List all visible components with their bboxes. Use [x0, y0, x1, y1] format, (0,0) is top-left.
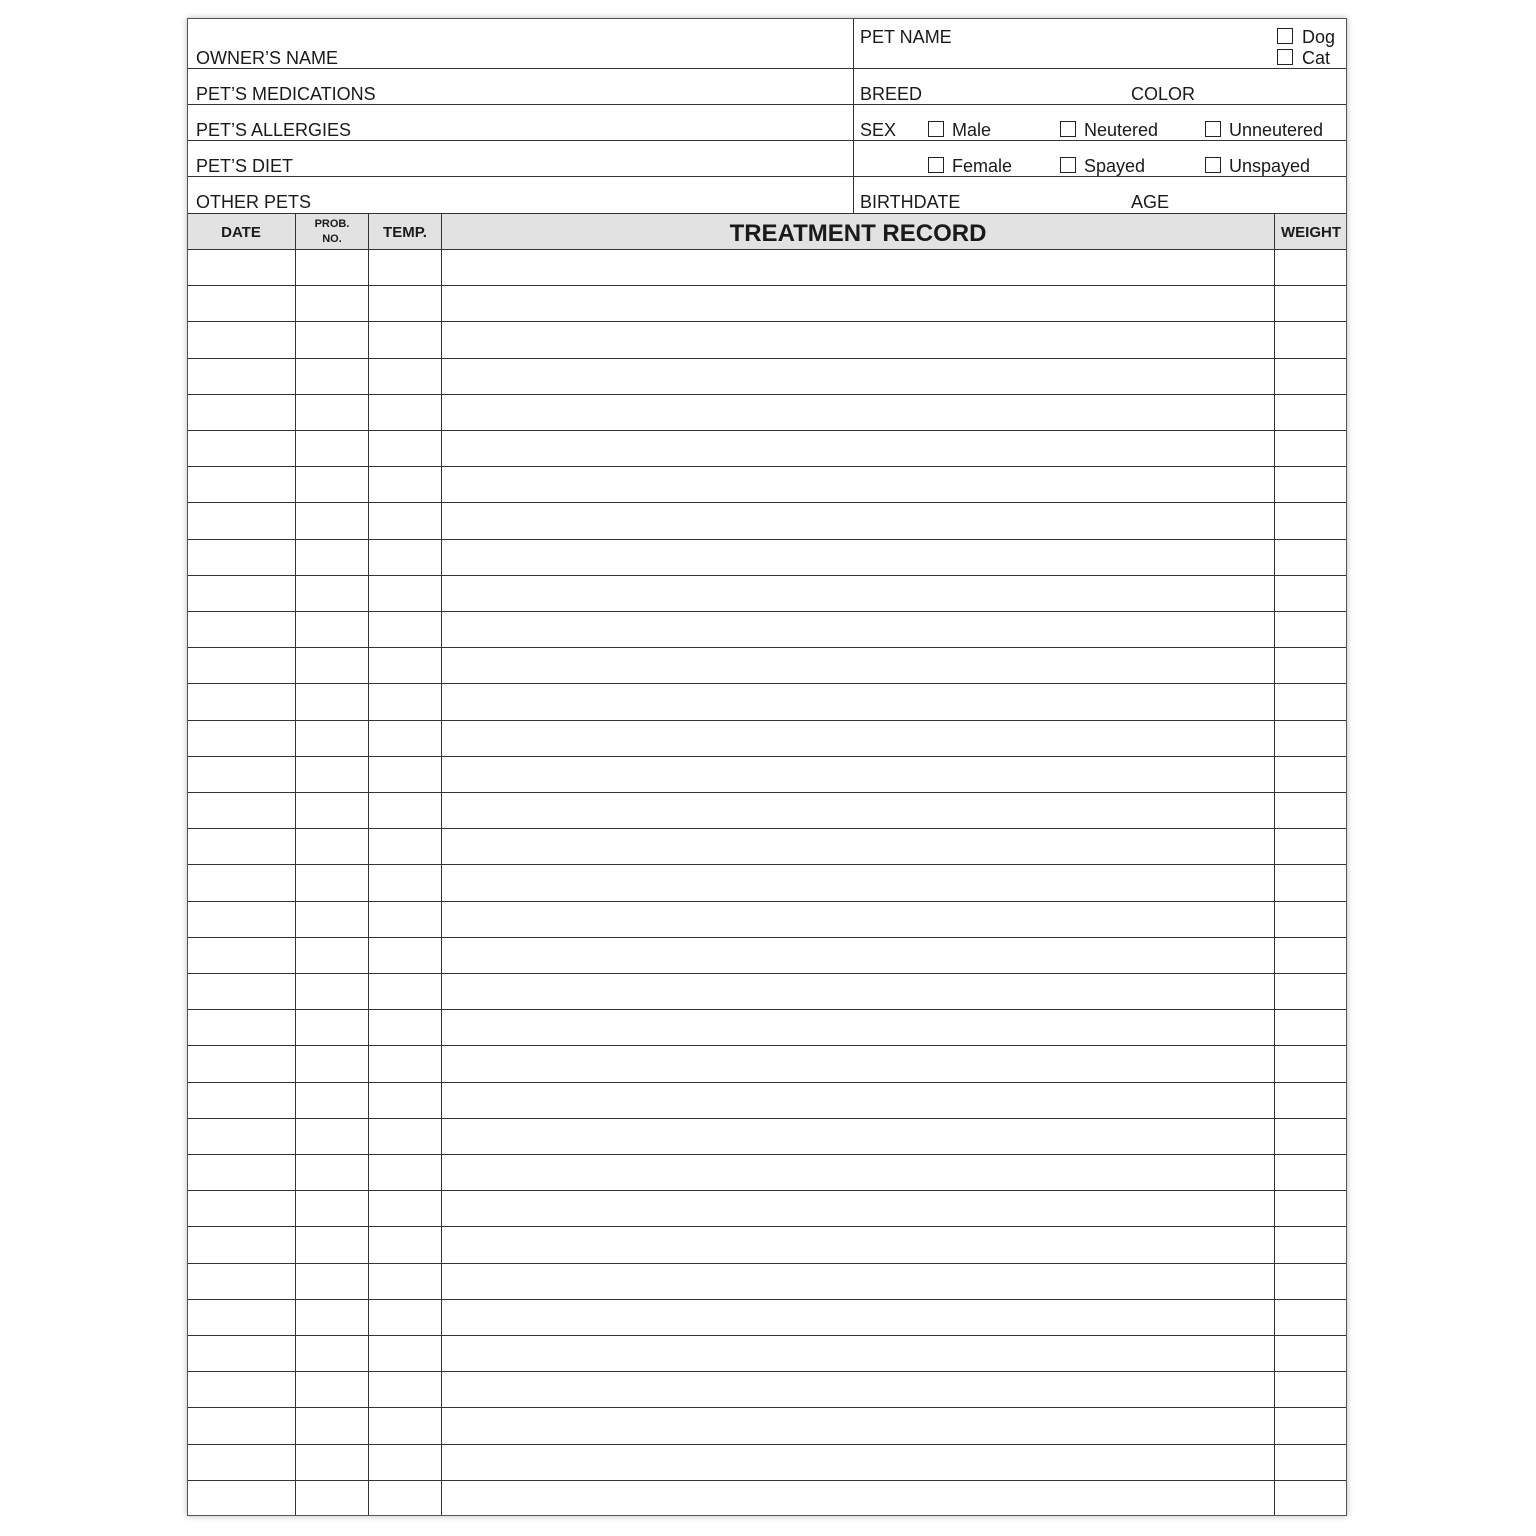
temp-cell[interactable]: [369, 1046, 440, 1080]
date-cell[interactable]: [188, 250, 294, 284]
date-cell[interactable]: [188, 322, 294, 356]
weight-cell[interactable]: [1275, 359, 1346, 393]
date-cell[interactable]: [188, 1264, 294, 1298]
weight-cell[interactable]: [1275, 395, 1346, 429]
prob-no-cell[interactable]: [296, 612, 367, 646]
weight-cell[interactable]: [1275, 1191, 1346, 1225]
pets-medications-label: PET’S MEDICATIONS: [196, 84, 376, 104]
prob-no-cell[interactable]: [296, 721, 367, 755]
other-pets-label: OTHER PETS: [196, 192, 312, 212]
pets-medications-field[interactable]: [387, 69, 847, 104]
treatment-cell[interactable]: [442, 395, 1273, 429]
treatment-cell[interactable]: [442, 974, 1273, 1008]
pets-diet-label: PET’S DIET: [196, 156, 294, 176]
temp-cell[interactable]: [369, 1010, 440, 1044]
weight-cell[interactable]: [1275, 1481, 1346, 1515]
temp-cell[interactable]: [369, 648, 440, 682]
treatment-cell[interactable]: [442, 1372, 1273, 1406]
weight-cell[interactable]: [1275, 467, 1346, 501]
prob-no-cell[interactable]: [296, 1300, 367, 1334]
other-pets-field[interactable]: [327, 177, 847, 212]
unneutered-label: Unneutered: [1229, 120, 1324, 140]
dog-label: Dog: [1302, 27, 1336, 47]
prob-no-cell[interactable]: [296, 1046, 367, 1080]
unspayed-checkbox[interactable]: [1205, 157, 1221, 173]
pet-name-label: PET NAME: [860, 27, 952, 47]
date-cell[interactable]: [188, 1227, 294, 1261]
temp-cell[interactable]: [369, 322, 440, 356]
weight-cell[interactable]: [1275, 540, 1346, 574]
treatment-cell[interactable]: [442, 1155, 1273, 1189]
weight-cell[interactable]: [1275, 1445, 1346, 1479]
date-cell[interactable]: [188, 684, 294, 718]
temp-cell[interactable]: [369, 359, 440, 393]
prob-no-cell[interactable]: [296, 322, 367, 356]
weight-cell[interactable]: [1275, 793, 1346, 827]
male-label: Male: [952, 120, 992, 140]
prob-no-cell[interactable]: [296, 793, 367, 827]
temp-cell[interactable]: [369, 938, 440, 972]
temp-cell[interactable]: [369, 540, 440, 574]
prob-no-cell[interactable]: [296, 902, 367, 936]
treatment-cell[interactable]: [442, 721, 1273, 755]
temp-cell[interactable]: [369, 721, 440, 755]
weight-cell[interactable]: [1275, 865, 1346, 899]
prob-no-cell[interactable]: [296, 1481, 367, 1515]
weight-cell[interactable]: [1275, 1010, 1346, 1044]
treatment-cell[interactable]: [442, 1191, 1273, 1225]
prob-no-cell[interactable]: [296, 431, 367, 465]
weight-header: WEIGHT: [1281, 224, 1341, 241]
date-cell[interactable]: [188, 286, 294, 320]
date-cell[interactable]: [188, 757, 294, 791]
weight-cell[interactable]: [1275, 1046, 1346, 1080]
weight-cell[interactable]: [1275, 612, 1346, 646]
treatment-cell[interactable]: [442, 793, 1273, 827]
weight-cell[interactable]: [1275, 648, 1346, 682]
temp-cell[interactable]: [369, 684, 440, 718]
weight-cell[interactable]: [1275, 1083, 1346, 1117]
pets-diet-field[interactable]: [307, 141, 847, 176]
date-cell[interactable]: [188, 1445, 294, 1479]
prob-header-line2: NO.: [322, 233, 342, 245]
temp-cell[interactable]: [369, 1445, 440, 1479]
cat-label: Cat: [1302, 48, 1331, 68]
date-cell[interactable]: [188, 1300, 294, 1334]
date-cell[interactable]: [188, 467, 294, 501]
weight-cell[interactable]: [1275, 902, 1346, 936]
date-cell[interactable]: [188, 1155, 294, 1189]
date-cell[interactable]: [188, 612, 294, 646]
treatment-cell[interactable]: [442, 648, 1273, 682]
date-cell[interactable]: [188, 503, 294, 537]
table-top-line: [187, 213, 1347, 214]
weight-cell[interactable]: [1275, 974, 1346, 1008]
weight-cell[interactable]: [1275, 1155, 1346, 1189]
birthdate-label: BIRTHDATE: [860, 192, 961, 212]
weight-cell[interactable]: [1275, 1372, 1346, 1406]
prob-no-cell[interactable]: [296, 576, 367, 610]
neutered-checkbox[interactable]: [1060, 121, 1076, 137]
date-cell[interactable]: [188, 1408, 294, 1442]
birthdate-field[interactable]: [967, 177, 1127, 212]
treatment-cell[interactable]: [442, 938, 1273, 972]
rule-line: [187, 68, 1347, 69]
weight-cell[interactable]: [1275, 250, 1346, 284]
temp-cell[interactable]: [369, 395, 440, 429]
treatment-cell[interactable]: [442, 1445, 1273, 1479]
temp-cell[interactable]: [369, 757, 440, 791]
pet-record-form: [187, 18, 1347, 1516]
prob-no-cell[interactable]: [296, 829, 367, 863]
date-cell[interactable]: [188, 1336, 294, 1370]
weight-cell[interactable]: [1275, 322, 1346, 356]
date-cell[interactable]: [188, 902, 294, 936]
prob-no-cell[interactable]: [296, 540, 367, 574]
weight-cell[interactable]: [1275, 721, 1346, 755]
date-cell[interactable]: [188, 395, 294, 429]
prob-no-cell[interactable]: [296, 1119, 367, 1153]
weight-cell[interactable]: [1275, 1336, 1346, 1370]
female-checkbox[interactable]: [928, 157, 944, 173]
treatment-cell[interactable]: [442, 431, 1273, 465]
temp-cell[interactable]: [369, 612, 440, 646]
treatment-cell[interactable]: [442, 250, 1273, 284]
treatment-cell[interactable]: [442, 1481, 1273, 1515]
weight-cell[interactable]: [1275, 431, 1346, 465]
date-cell[interactable]: [188, 1481, 294, 1515]
breed-field[interactable]: [927, 69, 1127, 104]
prob-no-cell[interactable]: [296, 1227, 367, 1261]
temp-cell[interactable]: [369, 1119, 440, 1153]
date-cell[interactable]: [188, 793, 294, 827]
prob-no-cell[interactable]: [296, 467, 367, 501]
temp-cell[interactable]: [369, 865, 440, 899]
date-cell[interactable]: [188, 974, 294, 1008]
temp-cell[interactable]: [369, 793, 440, 827]
treatment-cell[interactable]: [442, 1083, 1273, 1117]
unneutered-checkbox[interactable]: [1205, 121, 1221, 137]
prob-no-cell[interactable]: [296, 974, 367, 1008]
date-cell[interactable]: [188, 865, 294, 899]
date-cell[interactable]: [188, 576, 294, 610]
weight-cell[interactable]: [1275, 503, 1346, 537]
prob-no-cell[interactable]: [296, 648, 367, 682]
date-cell[interactable]: [188, 540, 294, 574]
neutered-label: Neutered: [1084, 120, 1159, 140]
treatment-cell[interactable]: [442, 612, 1273, 646]
treatment-cell[interactable]: [442, 286, 1273, 320]
date-cell[interactable]: [188, 1046, 294, 1080]
treatment-cell[interactable]: [442, 1227, 1273, 1261]
temp-cell[interactable]: [369, 1083, 440, 1117]
female-label: Female: [952, 156, 1013, 176]
date-cell[interactable]: [188, 359, 294, 393]
dog-checkbox[interactable]: [1277, 28, 1293, 44]
date-cell[interactable]: [188, 721, 294, 755]
date-cell[interactable]: [188, 829, 294, 863]
pet-name-field[interactable]: [967, 22, 1267, 68]
temp-cell[interactable]: [369, 902, 440, 936]
prob-no-cell[interactable]: [296, 1083, 367, 1117]
unspayed-label: Unspayed: [1229, 156, 1311, 176]
treatment-cell[interactable]: [442, 1264, 1273, 1298]
temp-cell[interactable]: [369, 576, 440, 610]
temp-cell[interactable]: [369, 974, 440, 1008]
date-cell[interactable]: [188, 1191, 294, 1225]
owners-name-label: OWNER’S NAME: [196, 48, 339, 68]
prob-no-cell[interactable]: [296, 1372, 367, 1406]
temp-cell[interactable]: [369, 1227, 440, 1261]
weight-cell[interactable]: [1275, 1408, 1346, 1442]
temp-cell[interactable]: [369, 503, 440, 537]
spayed-label: Spayed: [1084, 156, 1146, 176]
age-field[interactable]: [1177, 177, 1344, 212]
prob-no-cell[interactable]: [296, 938, 367, 972]
color-label: COLOR: [1131, 84, 1196, 104]
prob-no-cell[interactable]: [296, 1010, 367, 1044]
temp-cell[interactable]: [369, 431, 440, 465]
prob-no-cell[interactable]: [296, 1336, 367, 1370]
temp-cell[interactable]: [369, 286, 440, 320]
date-cell[interactable]: [188, 1010, 294, 1044]
treatment-cell[interactable]: [442, 757, 1273, 791]
section-divider: [853, 18, 854, 213]
rule-line: [187, 104, 1347, 105]
prob-no-cell[interactable]: [296, 503, 367, 537]
weight-cell[interactable]: [1275, 576, 1346, 610]
weight-cell[interactable]: [1275, 684, 1346, 718]
weight-cell[interactable]: [1275, 829, 1346, 863]
treatment-cell[interactable]: [442, 1300, 1273, 1334]
prob-no-cell[interactable]: [296, 1191, 367, 1225]
owners-name-field[interactable]: [367, 22, 847, 68]
prob-no-cell[interactable]: [296, 1155, 367, 1189]
sex-label: SEX: [860, 120, 897, 140]
prob-header-line1: PROB.: [314, 218, 350, 230]
temp-cell[interactable]: [369, 1155, 440, 1189]
age-label: AGE: [1131, 192, 1170, 212]
date-cell[interactable]: [188, 648, 294, 682]
pets-allergies-field[interactable]: [367, 105, 847, 140]
treatment-cell[interactable]: [442, 540, 1273, 574]
rule-line: [187, 140, 1347, 141]
treatment-cell[interactable]: [442, 1336, 1273, 1370]
weight-cell[interactable]: [1275, 757, 1346, 791]
treatment-cell[interactable]: [442, 1408, 1273, 1442]
prob-no-cell[interactable]: [296, 865, 367, 899]
temp-cell[interactable]: [369, 1264, 440, 1298]
treatment-cell[interactable]: [442, 1046, 1273, 1080]
treatment-cell[interactable]: [442, 467, 1273, 501]
prob-no-cell[interactable]: [296, 286, 367, 320]
prob-no-cell[interactable]: [296, 1445, 367, 1479]
prob-no-cell[interactable]: [296, 1264, 367, 1298]
temp-header: TEMP.: [383, 224, 427, 241]
temp-cell[interactable]: [369, 1481, 440, 1515]
color-field[interactable]: [1199, 69, 1344, 104]
pets-allergies-label: PET’S ALLERGIES: [196, 120, 352, 140]
date-header: DATE: [221, 224, 261, 241]
treatment-cell[interactable]: [442, 1010, 1273, 1044]
treatment-cell[interactable]: [442, 829, 1273, 863]
temp-cell[interactable]: [369, 467, 440, 501]
temp-cell[interactable]: [369, 829, 440, 863]
treatment-cell[interactable]: [442, 576, 1273, 610]
temp-cell[interactable]: [369, 1408, 440, 1442]
treatment-cell[interactable]: [442, 902, 1273, 936]
temp-cell[interactable]: [369, 1336, 440, 1370]
cat-checkbox[interactable]: [1277, 49, 1293, 65]
treatment-cell[interactable]: [442, 865, 1273, 899]
treatment-cell[interactable]: [442, 1119, 1273, 1153]
date-cell[interactable]: [188, 1119, 294, 1153]
prob-no-cell[interactable]: [296, 684, 367, 718]
date-cell[interactable]: [188, 431, 294, 465]
weight-cell[interactable]: [1275, 1119, 1346, 1153]
temp-cell[interactable]: [369, 1372, 440, 1406]
treatment-cell[interactable]: [442, 503, 1273, 537]
temp-cell[interactable]: [369, 1300, 440, 1334]
date-cell[interactable]: [188, 1083, 294, 1117]
weight-cell[interactable]: [1275, 1227, 1346, 1261]
prob-no-cell[interactable]: [296, 359, 367, 393]
treatment-cell[interactable]: [442, 359, 1273, 393]
treatment-cell[interactable]: [442, 322, 1273, 356]
rule-line: [187, 176, 1347, 177]
temp-cell[interactable]: [369, 250, 440, 284]
weight-cell[interactable]: [1275, 938, 1346, 972]
weight-cell[interactable]: [1275, 1300, 1346, 1334]
spayed-checkbox[interactable]: [1060, 157, 1076, 173]
weight-cell[interactable]: [1275, 286, 1346, 320]
prob-no-cell[interactable]: [296, 1408, 367, 1442]
treatment-cell[interactable]: [442, 684, 1273, 718]
date-cell[interactable]: [188, 938, 294, 972]
male-checkbox[interactable]: [928, 121, 944, 137]
prob-no-cell[interactable]: [296, 395, 367, 429]
breed-label: BREED: [860, 84, 923, 104]
temp-cell[interactable]: [369, 1191, 440, 1225]
prob-no-cell[interactable]: [296, 250, 367, 284]
prob-no-cell[interactable]: [296, 757, 367, 791]
date-cell[interactable]: [188, 1372, 294, 1406]
weight-cell[interactable]: [1275, 1264, 1346, 1298]
treatment-record-header: TREATMENT RECORD: [729, 220, 987, 247]
